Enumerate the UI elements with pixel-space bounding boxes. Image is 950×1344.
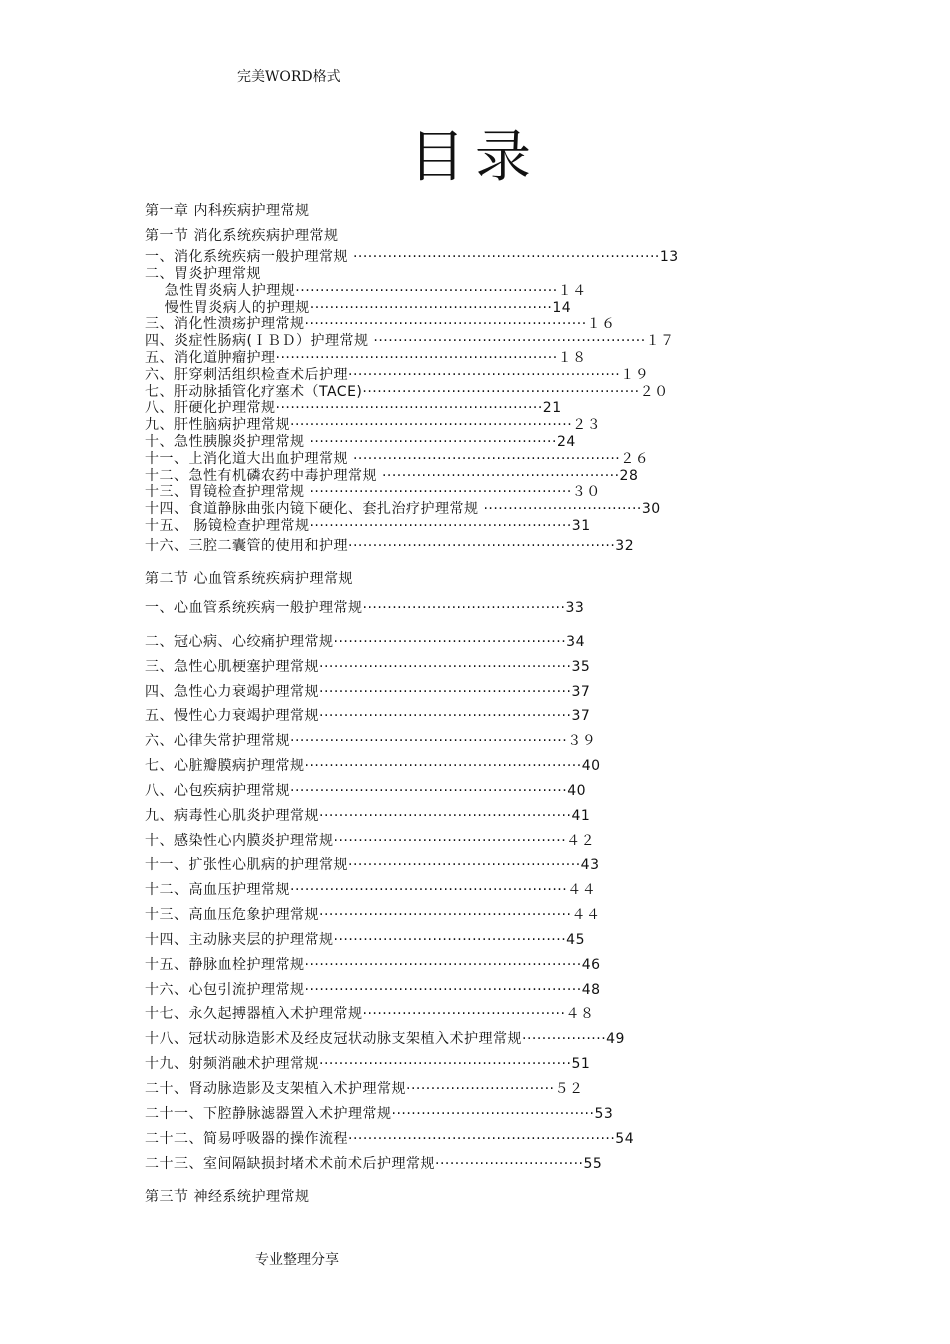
section-heading: 第一节 消化系统疾病护理常规 xyxy=(145,228,339,244)
toc-entry: 十五、 肠镜检查护理常规·····················································31 xyxy=(145,518,591,534)
toc-entry: 二十一、下腔静脉滤器置入术护理常规·········································53 xyxy=(145,1106,614,1122)
toc-entry: 十七、永久起搏器植入术护理常规·········································４８ xyxy=(145,1006,595,1022)
toc-entry: 十八、冠状动脉造影术及经皮冠状动脉支架植入术护理常规·················49 xyxy=(145,1031,625,1047)
toc-entry: 六、肝穿刺活组织检查术后护理·······················································１９ xyxy=(145,367,650,383)
toc-entry: 十九、射频消融术护理常规···················································51 xyxy=(145,1056,591,1072)
toc-entry: 四、炎症性肠病(ＩＢＤ）护理常规 ·······················································１７ xyxy=(145,333,675,349)
toc-entry: 十四、主动脉夹层的护理常规···············································45 xyxy=(145,932,585,948)
toc-entry: 八、肝硬化护理常规······················································21 xyxy=(145,400,562,416)
toc-entry: 九、病毒性心肌炎护理常规···················································41 xyxy=(145,808,591,824)
toc-entry: 六、心律失常护理常规························································３９ xyxy=(145,733,597,749)
chapter-heading: 第一章 内科疾病护理常规 xyxy=(145,203,310,219)
toc-entry: 十六、三腔二囊管的使用和护理······················································32 xyxy=(145,538,635,554)
toc-entry: 急性胃炎病人护理规·····················································１４ xyxy=(145,283,587,299)
toc-entry: 七、心脏瓣膜病护理常规························································40 xyxy=(145,758,601,774)
toc-entry: 二十、肾动脉造影及支架植入术护理常规······························５２ xyxy=(145,1081,584,1097)
toc-entry: 十四、食道静脉曲张内镜下硬化、套扎治疗护理常规 ································30 xyxy=(145,501,661,517)
toc-entry: 九、肝性脑病护理常规·························································２３ xyxy=(145,417,602,433)
toc-entry: 三、消化性溃疡护理常规·························································１６ xyxy=(145,316,616,332)
toc-entry: 慢性胃炎病人的护理规·················································14 xyxy=(145,300,572,316)
toc-entry: 一、心血管系统疾病一般护理常规·········································33 xyxy=(145,600,585,616)
toc-entry: 十五、静脉血栓护理常规························································46 xyxy=(145,957,601,973)
toc-entry: 二、冠心病、心绞痛护理常规···············································34 xyxy=(145,634,585,650)
toc-entry: 十二、高血压护理常规························································４４ xyxy=(145,882,597,898)
toc-entry: 一、消化系统疾病一般护理常规 ······························································13 xyxy=(145,249,679,265)
section-heading: 第二节 心血管系统疾病护理常规 xyxy=(145,571,353,587)
page-title: 目录 xyxy=(409,125,541,190)
toc-entry: 三、急性心肌梗塞护理常规···················································35 xyxy=(145,659,591,675)
toc-entry: 十二、急性有机磷农药中毒护理常规 ················································28 xyxy=(145,468,639,484)
toc-entry: 十、感染性心内膜炎护理常规···············································４２ xyxy=(145,833,596,849)
toc-entry: 五、慢性心力衰竭护理常规···················································37 xyxy=(145,708,591,724)
toc-entry: 二、胃炎护理常规 xyxy=(145,266,261,282)
toc-entry: 十一、上消化道大出血护理常规 ······················································２６ xyxy=(145,451,650,467)
toc-entry: 十、急性胰腺炎护理常规 ··················································24 xyxy=(145,434,576,450)
toc-entry: 二十二、简易呼吸器的操作流程······················································54 xyxy=(145,1131,635,1147)
toc-entry: 八、心包疾病护理常规························································40 xyxy=(145,783,587,799)
toc-entry: 十一、扩张性心肌病的护理常规···············································43 xyxy=(145,857,600,873)
toc-entry: 四、急性心力衰竭护理常规···················································37 xyxy=(145,684,591,700)
toc-entry: 七、肝动脉插管化疗塞术（TACE)························································２０ xyxy=(145,384,669,400)
toc-entry: 二十三、室间隔缺损封堵术术前术后护理常规······························55 xyxy=(145,1156,603,1172)
toc-entry: 十六、心包引流护理常规························································48 xyxy=(145,982,601,998)
page-header: 完美WORD格式 xyxy=(237,69,341,85)
toc-entry: 十三、高血压危象护理常规···················································４４ xyxy=(145,907,601,923)
toc-entry: 十三、胃镜检查护理常规 ·····················································３０ xyxy=(145,484,601,500)
toc-entry: 五、消化道肿瘤护理·························································１８ xyxy=(145,350,587,366)
section-heading: 第三节 神经系统护理常规 xyxy=(145,1189,310,1205)
page-footer: 专业整理分享 xyxy=(255,1252,339,1268)
